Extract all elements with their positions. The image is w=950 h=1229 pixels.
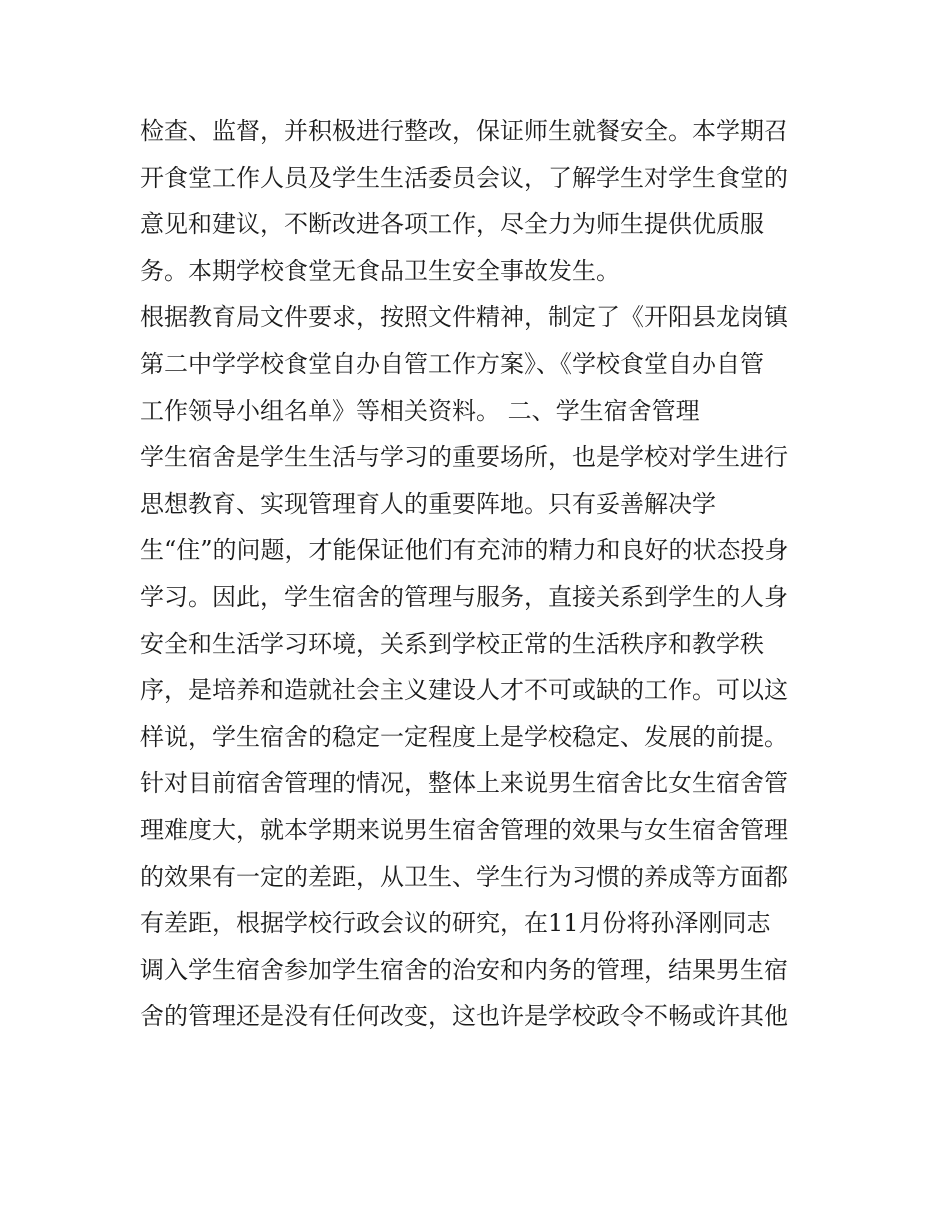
text-line: 样说，学生宿舍的稳定一定程度上是学校稳定、发展的前提。 — [140, 722, 788, 751]
text-line: 生“住”的问题，才能保证他们有充沛的精力和良好的状态投身 — [140, 536, 789, 565]
text-line: 有差距，根据学校行政会议的研究，在11月份将孙泽刚同志 — [140, 909, 771, 938]
text-line: 第二中学学校食堂自办自管工作方案》、《学校食堂自办自管 — [140, 349, 764, 378]
text-line: 务。本期学校食堂无食品卫生安全事故发生。 — [140, 256, 620, 285]
text-line: 学生宿舍是学生生活与学习的重要场所，也是学校对学生进行 — [140, 443, 788, 472]
text-line: 序，是培养和造就社会主义建设人才不可或缺的工作。可以这 — [140, 676, 788, 705]
text-line: 调入学生宿舍参加学生宿舍的治安和内务的管理，结果男生宿 — [140, 955, 788, 984]
text-line: 开食堂工作人员及学生生活委员会议，了解学生对学生食堂的 — [140, 163, 788, 192]
text-line: 理难度大，就本学期来说男生宿舍管理的效果与女生宿舍管理 — [140, 815, 788, 844]
body-text — [140, 108, 820, 1040]
text-line: 学习。因此，学生宿舍的管理与服务，直接关系到学生的人身 — [140, 582, 788, 611]
text-line: 根据教育局文件要求，按照文件精神，制定了《开阳县龙岗镇 — [140, 303, 788, 332]
text-line: 思想教育、实现管理育人的重要阵地。只有妥善解决学 — [140, 489, 716, 518]
text-line: 针对目前宿舍管理的情况，整体上来说男生宿舍比女生宿舍管 — [140, 769, 788, 798]
text-line: 工作领导小组名单》等相关资料。 二、学生宿舍管理 — [140, 396, 700, 425]
text-line: 舍的管理还是没有任何改变，这也许是学校政令不畅或许其他 — [140, 1002, 788, 1031]
text-line: 检查、监督，并积极进行整改，保证师生就餐安全。本学期召 — [140, 117, 788, 145]
text-line: 安全和生活学习环境，关系到学校正常的生活秩序和教学秩 — [140, 629, 764, 658]
text-line: 的效果有一定的差距，从卫生、学生行为习惯的养成等方面都 — [140, 862, 788, 891]
text-line: 意见和建议，不断改进各项工作，尽全力为师生提供优质服 — [140, 210, 764, 239]
